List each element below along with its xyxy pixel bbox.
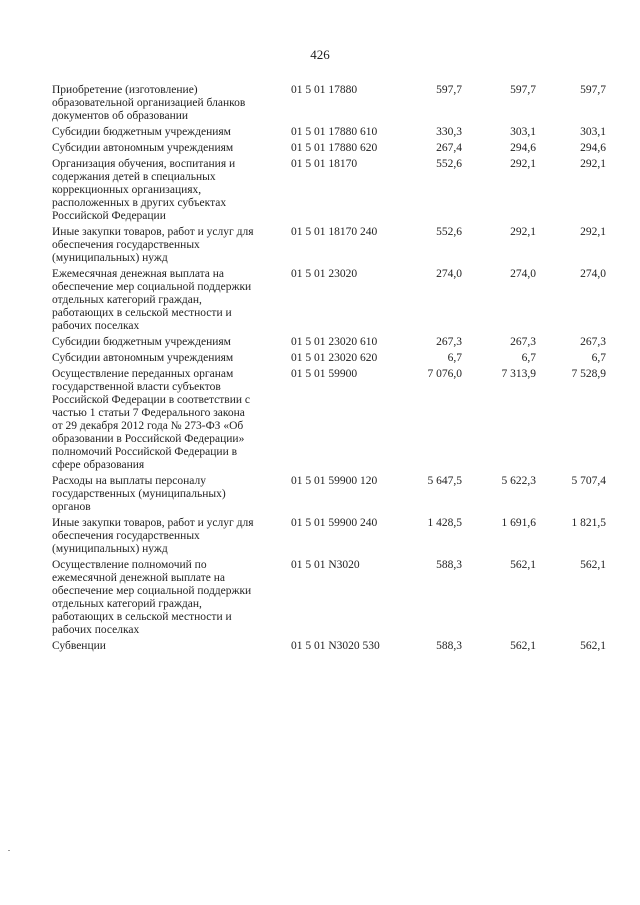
row-description-line: Субсидии бюджетным учреждениям [52, 126, 231, 138]
row-budget-code: 01 5 01 59900 240 [291, 517, 378, 529]
row-amount-year-2: 5 622,3 [501, 475, 536, 487]
row-amount-year-2: 292,1 [510, 158, 536, 170]
row-description [52, 226, 288, 265]
row-description [52, 368, 288, 472]
scan-margin-mark [8, 850, 10, 851]
ledger-row [0, 517, 640, 556]
row-description [52, 517, 288, 556]
row-description-line: обеспечение мер социальной поддержки [52, 281, 252, 293]
row-amount-year-1: 552,6 [436, 226, 462, 238]
ledger-row [0, 352, 640, 365]
row-description-line: рабочих поселках [52, 624, 140, 636]
row-description-line: Субсидии автономным учреждениям [52, 142, 234, 154]
row-description-line: сфере образования [52, 459, 145, 471]
row-description-line: ежемесячной денежной выплате на [52, 572, 225, 584]
row-description-line: содержания детей в специальных [52, 171, 216, 183]
row-description-line: обеспечения государственных [52, 239, 200, 251]
row-budget-code: 01 5 01 59900 120 [291, 475, 378, 487]
ledger-row [0, 158, 640, 223]
ledger-row [0, 368, 640, 472]
ledger-row [0, 640, 640, 653]
row-description-line: работающих в сельской местности и [52, 611, 232, 623]
row-description-line: полномочий Российской Федерации в [52, 446, 238, 458]
row-amount-year-3: 303,1 [580, 126, 606, 138]
row-description [52, 142, 288, 155]
row-amount-year-2: 267,3 [510, 336, 536, 348]
row-description [52, 352, 288, 365]
ledger-row [0, 142, 640, 155]
ledger-row [0, 475, 640, 514]
ledger-row [0, 268, 640, 333]
row-description-line: расположенных в других субъектах [52, 197, 227, 209]
row-description-line: Осуществление полномочий по [52, 559, 207, 571]
row-amount-year-2: 274,0 [510, 268, 536, 280]
row-budget-code: 01 5 01 18170 240 [291, 226, 378, 238]
row-amount-year-2: 1 691,6 [501, 517, 536, 529]
row-amount-year-2: 303,1 [510, 126, 536, 138]
row-description-line: Расходы на выплаты персоналу [52, 475, 206, 487]
row-description-line: Субсидии автономным учреждениям [52, 352, 234, 364]
row-budget-code: 01 5 01 18170 [291, 158, 358, 170]
row-description-line: Иные закупки товаров, работ и услуг для [52, 226, 254, 238]
row-budget-code: 01 5 01 59900 [291, 368, 358, 380]
row-amount-year-3: 597,7 [580, 84, 606, 96]
row-description [52, 559, 288, 637]
row-amount-year-2: 597,7 [510, 84, 536, 96]
row-amount-year-3: 6,7 [591, 352, 606, 364]
row-amount-year-2: 6,7 [521, 352, 536, 364]
row-budget-code: 01 5 01 17880 [291, 84, 358, 96]
row-amount-year-1: 330,3 [436, 126, 462, 138]
ledger-row [0, 84, 640, 123]
row-amount-year-3: 5 707,4 [571, 475, 606, 487]
row-description-line: рабочих поселках [52, 320, 140, 332]
row-amount-year-3: 292,1 [580, 158, 606, 170]
row-amount-year-2: 292,1 [510, 226, 536, 238]
row-description [52, 268, 288, 333]
row-description-line: Российской Федерации в соответствии с [52, 394, 250, 406]
row-description-line: Иные закупки товаров, работ и услуг для [52, 517, 254, 529]
row-description-line: Субвенции [52, 640, 106, 652]
ledger-row [0, 336, 640, 349]
row-description-line: документов об образовании [52, 110, 189, 122]
row-description-line: (муниципальных) нужд [52, 543, 168, 555]
row-description-line: обеспечения государственных [52, 530, 200, 542]
row-description-line: государственных (муниципальных) [52, 488, 226, 500]
row-description-line: Субсидии бюджетным учреждениям [52, 336, 231, 348]
budget-ledger [0, 84, 640, 656]
row-amount-year-1: 274,0 [436, 268, 462, 280]
row-description [52, 336, 288, 349]
row-description-line: от 29 декабря 2012 года № 273-ФЗ «Об [52, 420, 244, 432]
row-amount-year-1: 588,3 [436, 559, 462, 571]
row-amount-year-3: 7 528,9 [571, 368, 606, 380]
ledger-row [0, 126, 640, 139]
row-description [52, 84, 288, 123]
row-description-line: Ежемесячная денежная выплата на [52, 268, 225, 280]
row-description-line: (муниципальных) нужд [52, 252, 168, 264]
row-budget-code: 01 5 01 23020 620 [291, 352, 378, 364]
row-description-line: органов [52, 501, 91, 513]
row-amount-year-2: 562,1 [510, 559, 536, 571]
row-budget-code: 01 5 01 N3020 530 [291, 640, 380, 652]
row-description [52, 158, 288, 223]
ledger-row [0, 559, 640, 637]
row-description-line: отдельных категорий граждан, [52, 294, 202, 306]
row-amount-year-1: 5 647,5 [427, 475, 462, 487]
row-description [52, 475, 288, 514]
row-amount-year-2: 562,1 [510, 640, 536, 652]
row-amount-year-3: 562,1 [580, 559, 606, 571]
page-number: 426 [310, 47, 330, 62]
row-amount-year-3: 267,3 [580, 336, 606, 348]
row-budget-code: 01 5 01 23020 610 [291, 336, 378, 348]
row-description-line: Приобретение (изготовление) [52, 84, 198, 96]
row-amount-year-3: 292,1 [580, 226, 606, 238]
row-description-line: государственной власти субъектов [52, 381, 221, 393]
row-description-line: Российской Федерации [52, 210, 166, 222]
row-amount-year-2: 7 313,9 [501, 368, 536, 380]
row-amount-year-1: 597,7 [436, 84, 462, 96]
row-amount-year-1: 267,4 [436, 142, 462, 154]
row-amount-year-3: 1 821,5 [571, 517, 606, 529]
row-amount-year-1: 552,6 [436, 158, 462, 170]
row-amount-year-1: 7 076,0 [427, 368, 462, 380]
row-amount-year-3: 294,6 [580, 142, 606, 154]
row-amount-year-1: 6,7 [447, 352, 462, 364]
row-amount-year-1: 1 428,5 [427, 517, 462, 529]
row-description-line: обеспечение мер социальной поддержки [52, 585, 252, 597]
row-description-line: Организация обучения, воспитания и [52, 158, 236, 170]
row-description-line: коррекционных организациях, [52, 184, 202, 196]
row-budget-code: 01 5 01 N3020 [291, 559, 360, 571]
row-description-line: Осуществление переданных органам [52, 368, 234, 380]
row-amount-year-2: 294,6 [510, 142, 536, 154]
row-budget-code: 01 5 01 17880 620 [291, 142, 378, 154]
row-budget-code: 01 5 01 23020 [291, 268, 358, 280]
row-description-line: работающих в сельской местности и [52, 307, 232, 319]
row-description [52, 126, 288, 139]
row-description-line: образовании в Российской Федерации» [52, 433, 245, 445]
row-amount-year-1: 588,3 [436, 640, 462, 652]
row-description-line: отдельных категорий граждан, [52, 598, 202, 610]
row-budget-code: 01 5 01 17880 610 [291, 126, 378, 138]
row-description-line: частью 1 статьи 7 Федерального закона [52, 407, 245, 419]
row-description-line: образовательной организацией бланков [52, 97, 246, 109]
row-amount-year-3: 274,0 [580, 268, 606, 280]
ledger-row [0, 226, 640, 265]
row-amount-year-3: 562,1 [580, 640, 606, 652]
row-amount-year-1: 267,3 [436, 336, 462, 348]
row-description [52, 640, 288, 653]
